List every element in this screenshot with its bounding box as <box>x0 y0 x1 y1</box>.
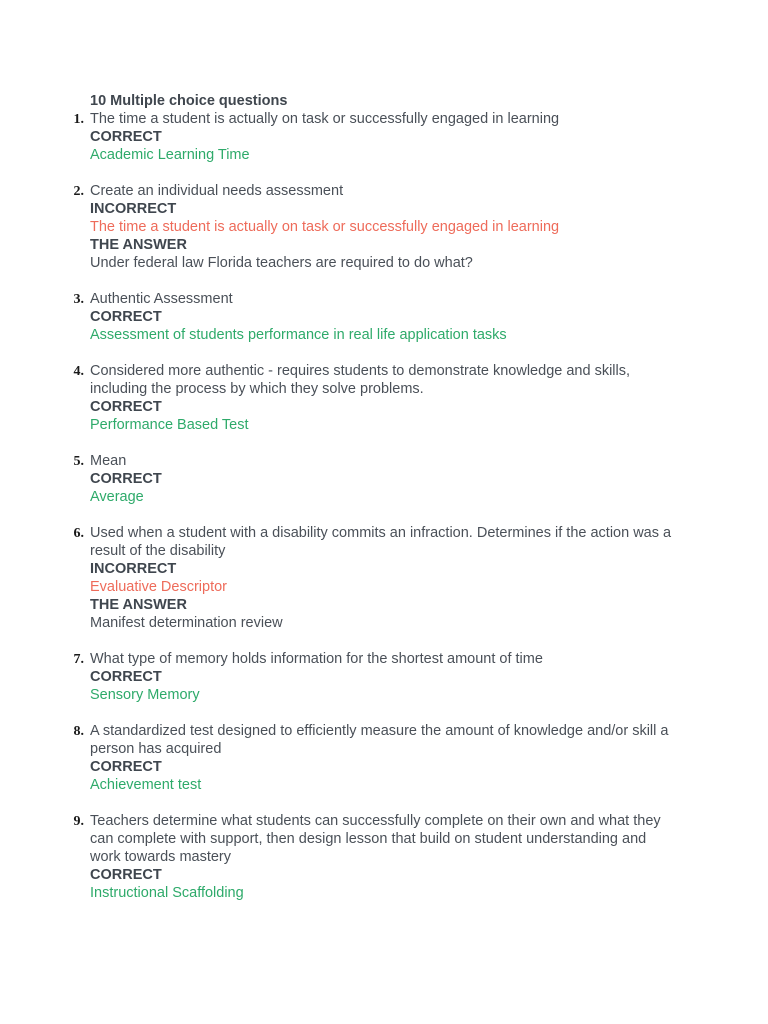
question-text: Create an individual needs assessment <box>90 183 344 199</box>
user-answer: Average <box>90 489 144 505</box>
question-item <box>0 650 768 704</box>
answer-label: THE ANSWER <box>90 597 187 613</box>
result-status: CORRECT <box>90 399 162 415</box>
question-text: Used when a student with a disability commits an infraction. Determines if the action was a result of the disability <box>90 525 672 559</box>
question-number: 4. <box>73 364 84 379</box>
question-text: Teachers determine what students can successfully complete on their own and what they can complete with support, then design lesson that build on student understanding and work towards mastery <box>90 813 661 865</box>
result-status: CORRECT <box>90 309 162 325</box>
question-text: The time a student is actually on task or successfully engaged in learning <box>90 111 560 127</box>
question-text: What type of memory holds information for the shortest amount of time <box>90 651 543 667</box>
question-item <box>0 812 768 902</box>
question-body <box>90 452 680 506</box>
question-text: Considered more authentic - requires students to demonstrate knowledge and skills, including the process by which they solve problems. <box>90 363 631 397</box>
user-answer: The time a student is actually on task or successfully engaged in learning <box>90 219 560 235</box>
question-item <box>0 290 768 344</box>
question-body <box>90 362 680 434</box>
user-answer: Achievement test <box>90 777 202 793</box>
question-item <box>0 524 768 632</box>
question-body <box>90 290 680 344</box>
result-status: CORRECT <box>90 759 162 775</box>
user-answer: Assessment of students performance in real life application tasks <box>90 327 507 343</box>
result-status: CORRECT <box>90 471 162 487</box>
question-item <box>0 452 768 506</box>
correct-answer: Manifest determination review <box>90 615 283 631</box>
question-list <box>0 110 768 920</box>
question-number: 1. <box>73 112 84 127</box>
correct-answer: Under federal law Florida teachers are required to do what? <box>90 255 473 271</box>
question-text: Mean <box>90 453 127 469</box>
question-number: 2. <box>73 184 84 199</box>
user-answer: Evaluative Descriptor <box>90 579 227 595</box>
question-body <box>90 182 680 272</box>
user-answer: Performance Based Test <box>90 417 249 433</box>
question-number: 3. <box>73 292 84 307</box>
result-status: INCORRECT <box>90 561 177 577</box>
question-number: 8. <box>73 724 84 739</box>
user-answer: Academic Learning Time <box>90 147 250 163</box>
question-item <box>0 110 768 164</box>
question-body <box>90 650 680 704</box>
question-body <box>90 812 680 902</box>
question-text: Authentic Assessment <box>90 291 233 307</box>
question-number: 5. <box>73 454 84 469</box>
result-status: CORRECT <box>90 669 162 685</box>
question-number: 9. <box>73 814 84 829</box>
user-answer: Sensory Memory <box>90 687 200 703</box>
question-text: A standardized test designed to efficiently measure the amount of knowledge and/or skill a person has acquired <box>90 723 669 757</box>
question-body <box>90 722 680 794</box>
question-body <box>90 110 680 164</box>
question-body <box>90 524 680 632</box>
user-answer: Instructional Scaffolding <box>90 885 244 901</box>
question-number: 6. <box>73 526 84 541</box>
question-number: 7. <box>73 652 84 667</box>
result-status: CORRECT <box>90 129 162 145</box>
result-status: INCORRECT <box>90 201 177 217</box>
question-item <box>0 722 768 794</box>
result-status: CORRECT <box>90 867 162 883</box>
question-item <box>0 182 768 272</box>
answer-label: THE ANSWER <box>90 237 187 253</box>
question-item <box>0 362 768 434</box>
page-title: 10 Multiple choice questions <box>90 93 288 109</box>
